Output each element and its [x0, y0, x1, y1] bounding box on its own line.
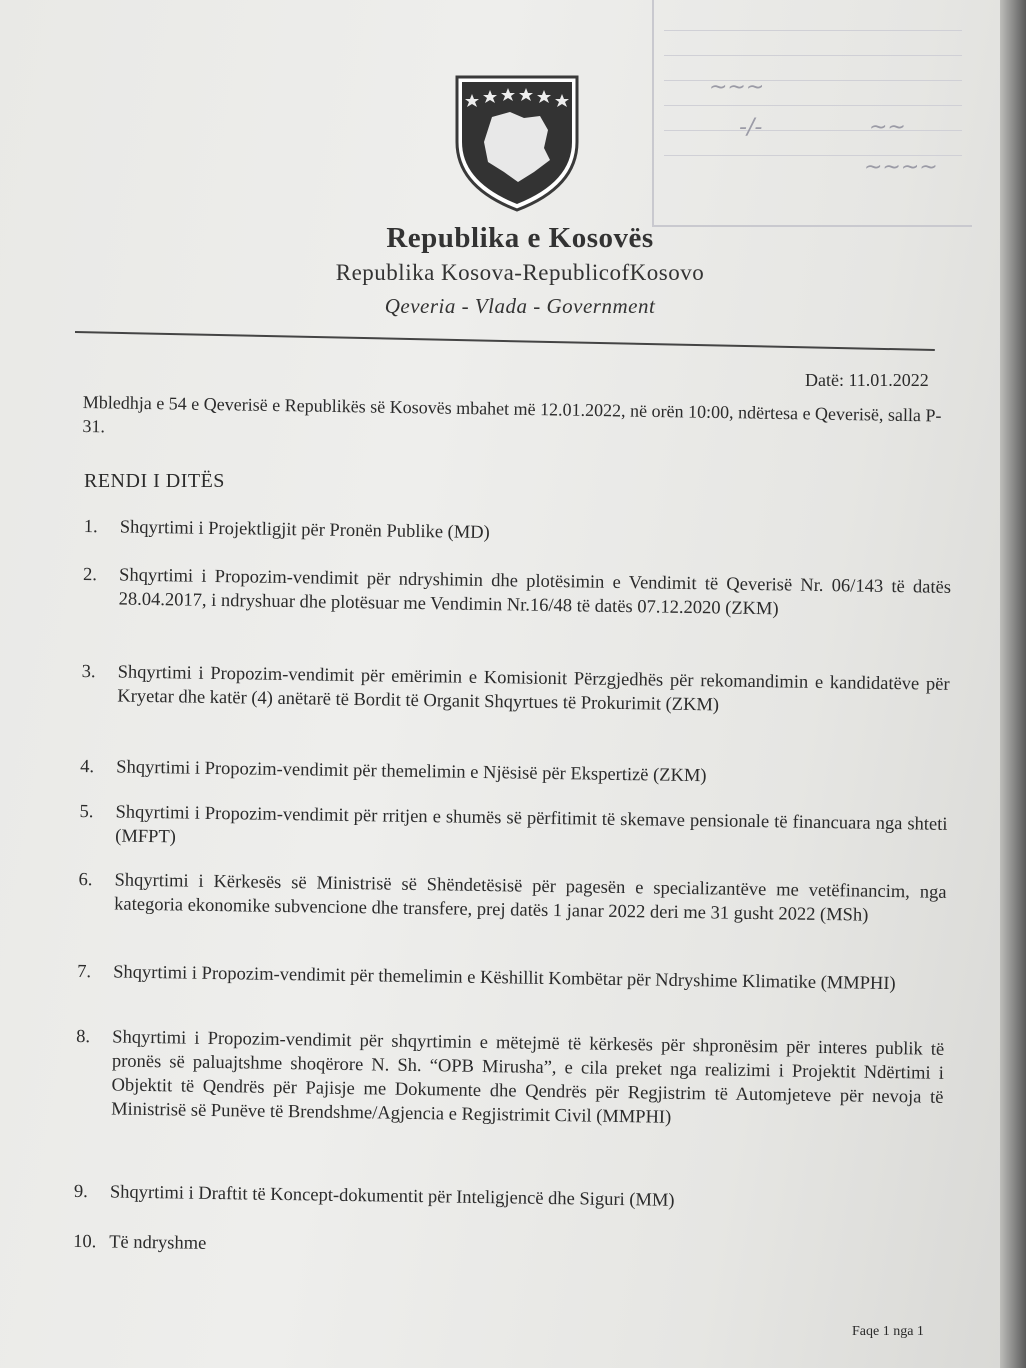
agenda-item-number: 6. — [78, 869, 93, 891]
background-edge — [1000, 0, 1026, 1368]
agenda-item — [73, 1180, 942, 1211]
agenda-item-text: Shqyrtimi i Propozim-vendimit për shqyrtimin e mëtejmë të kërkesës për shpronësim për interes publik të pronës së paluajtshme shoqërore N. Sh. “OPB Mirusha”, e cila preket nga realizimi i Projektit Ndërtimi i Objektit të Qendrës për Pajisje me Dokumente dhe Qendrës për Regjistrim të Automjeteve për nevoja të Ministrisë së Punëve të Brendshme/Agjencia e Regjistrimit Civil (MMPHI) — [111, 1027, 945, 1128]
agenda-item-number: 7. — [77, 961, 92, 983]
registry-stamp: ~~~ -/- ~~ ~~~~ — [652, 0, 972, 227]
agenda-item-number: 3. — [81, 661, 96, 683]
agenda-item-number: 9. — [73, 1181, 88, 1203]
agenda-item-text: Shqyrtimi i Propozim-vendimit për themelimin e Këshillit Kombëtar për Ndryshime Klimatike (MMPHI) — [113, 962, 896, 995]
agenda-item — [78, 868, 947, 926]
header-government: Qeveria - Vlada - Government — [384, 294, 656, 318]
agenda-item — [79, 800, 948, 848]
agenda-item-text: Shqyrtimi i Projektligjit për Pronën Publike (MD) — [119, 517, 490, 544]
meeting-intro: Mbledhja e 54 e Qeverisë e Republikës së Kosovës mbahet më 12.01.2022, në orën 10:00, ndërtesa e Qeverisë, salla P-31. — [82, 391, 942, 437]
agenda-item-number: 2. — [82, 564, 98, 586]
header-subtitle: Republika Kosova-RepublicofKosovo — [335, 260, 705, 285]
agenda-item — [76, 1025, 945, 1128]
agenda-item-text: Shqyrtimi i Draftit të Koncept-dokumentit për Inteligjencë dhe Siguri (MM) — [109, 1182, 675, 1211]
agenda-item-number: 10. — [73, 1231, 97, 1253]
header-divider — [75, 331, 935, 351]
agenda-item-text: Shqyrtimi i Propozim-vendimit për ndryshimin dhe plotësimin e Vendimit të Qeverisë Nr. 06/143 të datës 28.04.2017, i ndryshuar dhe plotësuar me Vendimin Nr.16/48 të datës 07.12.2020 (ZKM) — [118, 565, 952, 620]
agenda-item-number: 8. — [76, 1026, 91, 1048]
header-title: Republika e Kosovës — [386, 222, 654, 254]
agenda-title: RENDI I DITËS — [84, 470, 225, 492]
agenda-item-text: Shqyrtimi i Propozim-vendimit për emërimin e Komisionit Përzgjedhës për rekomandimin e kandidatëve për Kryetar dhe katër (4) anëtarë të Bordit të Organit Shqyrtues të Prokurimit (ZKM) — [117, 662, 950, 716]
agenda-item — [83, 515, 952, 544]
agenda-item-number: 4. — [80, 756, 95, 778]
agenda-item-text: Të ndryshme — [109, 1232, 207, 1254]
coat-of-arms-emblem — [452, 72, 582, 212]
agenda-item-text: Shqyrtimi i Kërkesës së Ministrisë së Shëndetësisë për pagesën e specializantëve me vetëfinancim, nga kategoria ekonomike subvencione dhe transfere, prej datës 1 janar 2022 deri me 31 gusht 2022 (MSh) — [114, 870, 947, 926]
agenda-item — [81, 660, 950, 716]
agenda-item-text: Shqyrtimi i Propozim-vendimit për themelimin e Njësisë për Ekspertizë (ZKM) — [116, 757, 707, 787]
agenda-item-number: 1. — [83, 516, 98, 538]
agenda-item-text: Shqyrtimi i Propozim-vendimit për rritjen e shumës së përfitimit të skemave pensionale të financuara nga shteti (MFPT) — [115, 802, 948, 848]
agenda-item-number: 5. — [79, 801, 94, 823]
document-date: Datë: 11.01.2022 — [805, 370, 929, 390]
agenda-item — [80, 755, 948, 787]
agenda-item — [73, 1230, 941, 1254]
agenda-item — [82, 563, 952, 620]
page-number: Faqe 1 nga 1 — [852, 1324, 924, 1339]
agenda-item — [77, 960, 945, 995]
agenda-list — [73, 515, 956, 1254]
